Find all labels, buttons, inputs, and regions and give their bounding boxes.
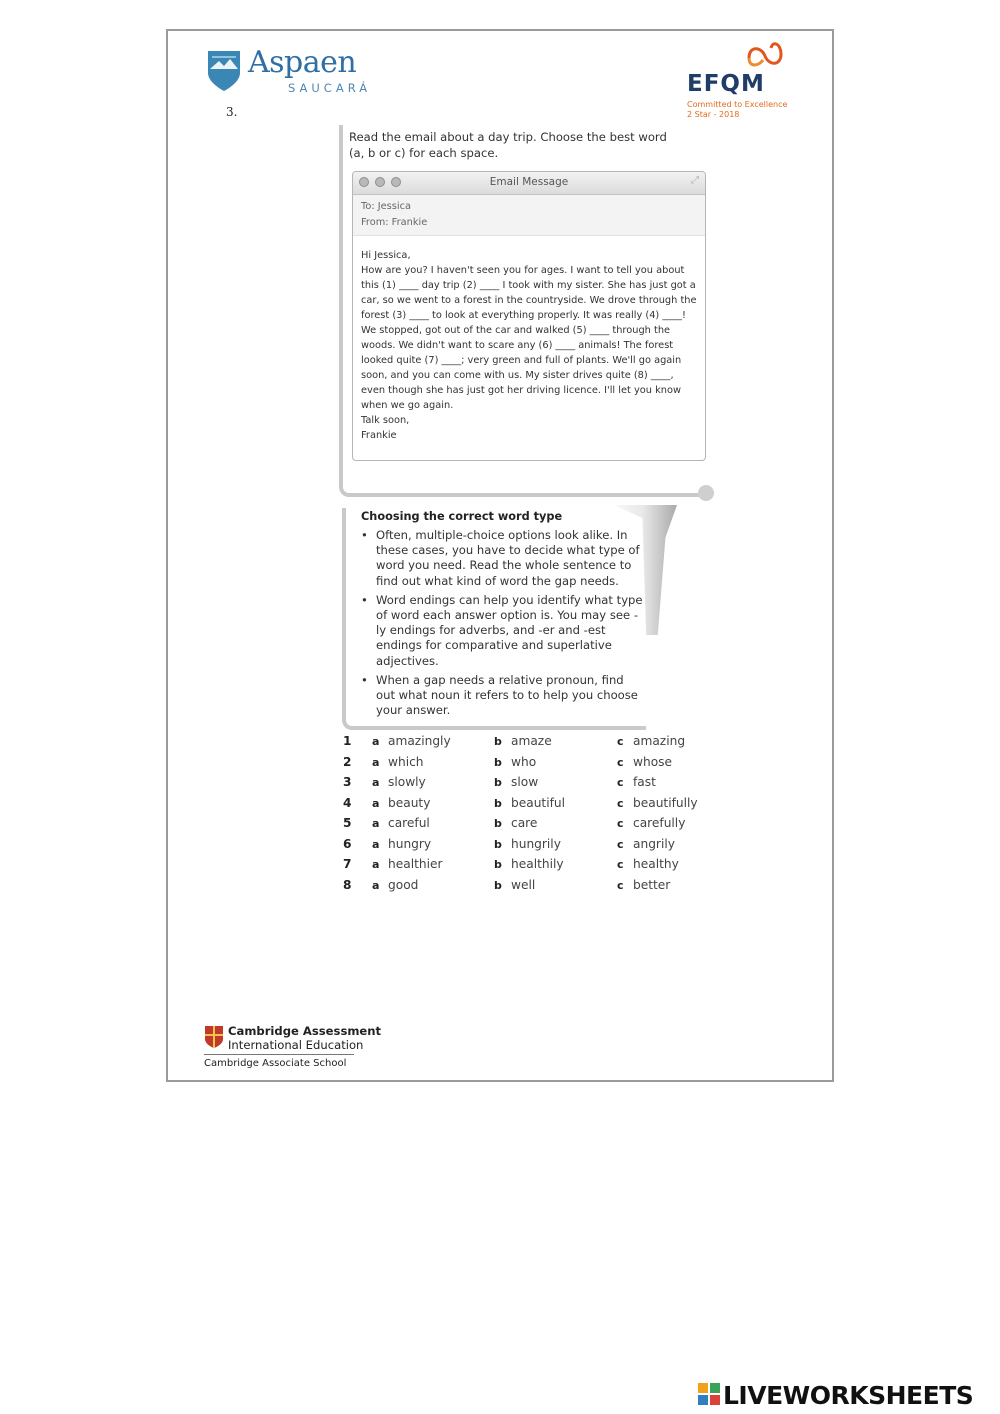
option-row: 7 a healthier b healthily c healthy — [343, 857, 679, 871]
email-greeting: Hi Jessica, — [361, 250, 411, 261]
option-a[interactable]: beauty — [388, 795, 431, 810]
infinity-icon — [743, 36, 787, 72]
email-signoff: Talk soon, — [361, 415, 410, 426]
cambridge-line-2: International Education — [228, 1038, 364, 1052]
option-c[interactable]: healthy — [633, 857, 679, 871]
cambridge-crest-icon — [204, 1025, 224, 1049]
option-b[interactable]: care — [511, 816, 538, 830]
tip-point: • Often, multiple-choice options look alike. In these cases, you have to decide what type of word you need. Read the whole sentence to find out what kind of word the gap needs. — [361, 528, 640, 588]
option-row: 3 a slowly b slow c fast — [343, 775, 656, 789]
option-a[interactable]: amazingly — [388, 734, 451, 748]
tip-point: • Word endings can help you identify what type of word each answer option is. You may see -ly endings for adverbs, and -er and -est endings for comparative and superlative adjectives. — [361, 592, 643, 668]
option-c[interactable]: amazing — [633, 734, 686, 748]
instruction-line-2: (a, b or c) for each space. — [349, 146, 499, 160]
option-c[interactable]: carefully — [633, 816, 686, 830]
option-b[interactable]: well — [511, 877, 536, 892]
efqm-caption-line1: Committed to Excellence — [687, 100, 788, 109]
option-b[interactable]: beautiful — [511, 795, 565, 810]
option-row: 8 a good b well c better — [343, 877, 671, 892]
expand-icon: ⤢ — [691, 175, 699, 186]
option-c[interactable]: beautifully — [633, 795, 698, 810]
option-b[interactable]: healthily — [511, 857, 564, 871]
option-b[interactable]: who — [511, 754, 537, 769]
exercise-number: 3. — [226, 105, 238, 119]
option-a[interactable]: healthier — [388, 857, 443, 871]
answer-options — [343, 734, 713, 898]
option-c[interactable]: whose — [633, 754, 672, 769]
cambridge-line-3: Cambridge Associate School — [204, 1058, 347, 1069]
school-name: Aspaen — [248, 45, 357, 80]
option-a[interactable]: careful — [388, 816, 430, 830]
cambridge-logo — [204, 1024, 382, 1072]
option-b[interactable]: slow — [511, 775, 539, 789]
option-row: 1 a amazingly b amaze c amazing — [343, 734, 686, 748]
option-c[interactable]: better — [633, 877, 671, 892]
tip-title: Choosing the correct word type — [361, 510, 563, 523]
option-c[interactable]: fast — [633, 775, 656, 789]
option-a[interactable]: slowly — [388, 775, 426, 789]
email-from: From: Frankie — [361, 217, 428, 228]
email-signature: Frankie — [361, 430, 397, 441]
aspaen-logo — [206, 47, 396, 102]
option-b[interactable]: hungrily — [511, 836, 561, 851]
instruction-line-1: Read the email about a day trip. Choose the best word — [349, 130, 667, 144]
email-body — [353, 236, 705, 443]
frame-end-dot — [698, 485, 714, 501]
option-row: 4 a beauty b beautiful c beautifully — [343, 795, 698, 810]
tip-point: • When a gap needs a relative pronoun, find out what noun it refers to to help you choose your answer. — [361, 672, 638, 718]
option-a[interactable]: which — [388, 754, 424, 769]
tip-list — [361, 528, 643, 722]
email-header — [353, 195, 705, 236]
efqm-wordmark: EFQM — [687, 71, 765, 97]
option-row: 2 a which b who c whose — [343, 754, 672, 769]
school-subname: SAUCARÁ — [288, 81, 372, 95]
cambridge-line-1: Cambridge Assessment — [228, 1024, 382, 1038]
efqm-caption-line2: 2 Star - 2018 — [687, 110, 740, 119]
option-row: 5 a careful b care c carefully — [343, 816, 686, 830]
email-to: To: Jessica — [361, 201, 411, 212]
option-row: 6 a hungry b hungrily c angrily — [343, 836, 675, 851]
email-text: How are you? I haven't seen you for ages. I want to tell you about this (1) ____ day trip (2) ____ I took with my sister. She has just got a car, so we went to a forest in the countryside. We drove through the forest (3) ____ to look at everything properly. It was really (4) ____! We stopped, got out of the car and walked (5) ____ through the woods. We didn't want to scare any (6) ____ animals! The forest looked quite (7) ____; very green and full of plants. We'll go again soon, and you can come with us. My sister drives quite (8) ____, even though she has just got her driving licence. I'll let you know when we go again. — [361, 265, 697, 411]
shield-icon — [206, 47, 242, 93]
option-b[interactable]: amaze — [511, 734, 552, 748]
efqm-caption — [687, 100, 787, 120]
email-window-title: Email Message — [489, 176, 569, 188]
email-window — [352, 171, 706, 461]
email-titlebar — [353, 172, 705, 195]
option-a[interactable]: hungry — [388, 836, 432, 851]
cambridge-divider — [204, 1054, 354, 1055]
liveworksheets-icon — [698, 1383, 720, 1405]
liveworksheets-wordmark: LIVEWORKSHEETS — [723, 1381, 974, 1410]
option-a[interactable]: good — [388, 877, 419, 892]
option-c[interactable]: angrily — [633, 836, 675, 851]
efqm-logo — [687, 36, 797, 126]
instructions — [349, 129, 689, 161]
